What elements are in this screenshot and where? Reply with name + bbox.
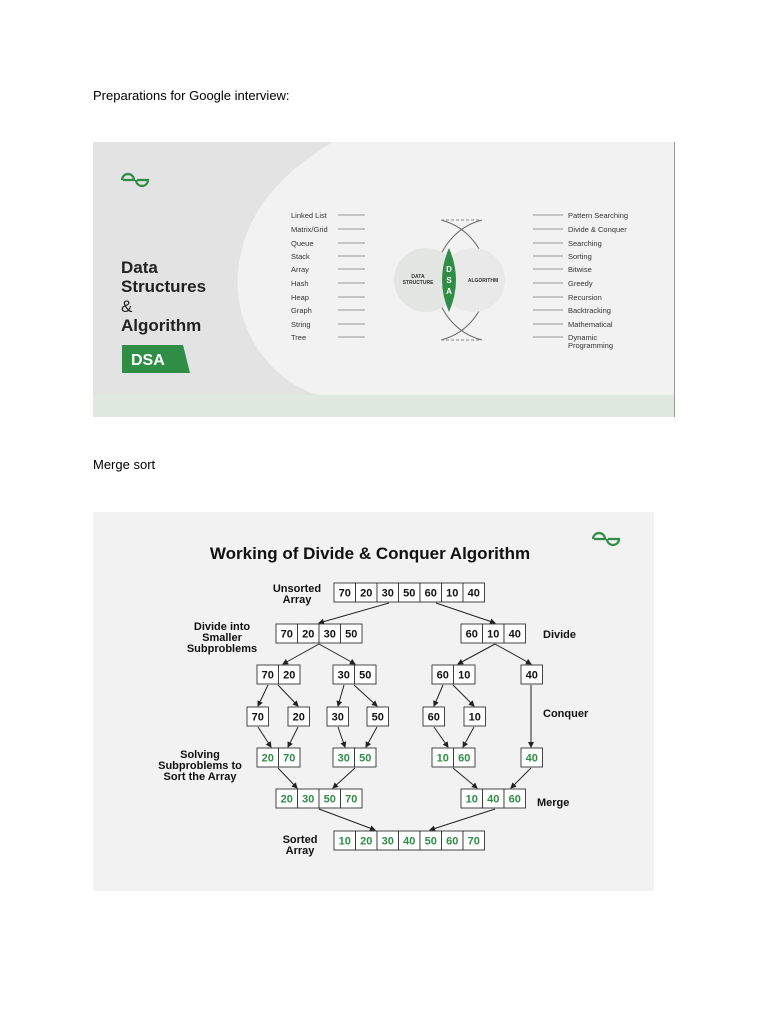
dsa-title-line1: Data bbox=[121, 258, 158, 277]
array-cell-value: 50 bbox=[359, 669, 372, 682]
algo-item-5: Greedy bbox=[568, 279, 593, 288]
algo-item-8: Mathematical bbox=[568, 320, 613, 329]
center-left-label-1: DATA bbox=[411, 274, 425, 280]
array-cell-value: 50 bbox=[403, 587, 416, 600]
array-cell-value: 60 bbox=[458, 752, 471, 765]
array-cell-value: 30 bbox=[337, 752, 350, 765]
algo-item-4: Bitwise bbox=[568, 265, 592, 274]
algo-item-10: Programming bbox=[568, 341, 614, 350]
array-cell-value: 30 bbox=[323, 628, 336, 641]
dsa-title-line2: Structures bbox=[121, 277, 207, 296]
array-cell-value: 10 bbox=[338, 835, 351, 848]
array-cell-value: 60 bbox=[424, 587, 437, 600]
algo-item-2: Searching bbox=[568, 239, 602, 248]
algo-item-9: Dynamic bbox=[568, 333, 598, 342]
dsa-overview-image bbox=[93, 142, 675, 417]
label-solving-3: Sort the Array bbox=[163, 771, 237, 783]
ds-item-4: Array bbox=[291, 265, 309, 274]
label-divide-small-3: Subproblems bbox=[186, 643, 258, 655]
array-cell-value: 10 bbox=[487, 628, 500, 641]
ds-item-9: Tree bbox=[291, 333, 307, 342]
center-right-label: ALGORITHM bbox=[467, 278, 499, 284]
array-cell-value: 70 bbox=[283, 752, 296, 765]
array-cell-value: 60 bbox=[427, 711, 440, 724]
array-cell-value: 70 bbox=[261, 669, 274, 682]
array-cell-value: 50 bbox=[345, 628, 358, 641]
array-cell-value: 40 bbox=[467, 587, 480, 600]
array-cell-value: 20 bbox=[280, 793, 293, 806]
array-cell-value: 40 bbox=[487, 793, 500, 806]
ds-item-2: Queue bbox=[291, 239, 314, 248]
array-cell-value: 70 bbox=[467, 835, 480, 848]
ds-item-7: Graph bbox=[291, 306, 312, 315]
center-left-label-2: STRUCTURE bbox=[402, 280, 434, 286]
array-cell-value: 70 bbox=[251, 711, 264, 724]
array-cell-value: 10 bbox=[446, 587, 459, 600]
array-cell-value: 40 bbox=[525, 752, 538, 765]
dsa-badge bbox=[122, 345, 190, 373]
array-cell-value: 60 bbox=[446, 835, 459, 848]
dsa-letter-s: S bbox=[446, 276, 452, 285]
dsa-letter-a: A bbox=[446, 287, 452, 296]
intro-paragraph: Preparations for Google interview: bbox=[93, 88, 290, 103]
label-solving-1: Solving bbox=[180, 749, 220, 761]
dsa-badge-label: DSA bbox=[131, 352, 165, 369]
array-cell-value: 20 bbox=[360, 835, 373, 848]
array-cell-value: 50 bbox=[323, 793, 336, 806]
array-cell-value: 70 bbox=[280, 628, 293, 641]
label-unsorted-1: Unsorted bbox=[272, 583, 322, 595]
array-cell-value: 20 bbox=[261, 752, 274, 765]
algo-item-7: Backtracking bbox=[568, 306, 611, 315]
array-cell-value: 30 bbox=[337, 669, 350, 682]
array-cell-value: 60 bbox=[465, 628, 478, 641]
ds-item-0: Linked List bbox=[291, 211, 327, 220]
label-sorted-2: Array bbox=[285, 845, 315, 857]
array-cell-value: 20 bbox=[283, 669, 296, 682]
array-cell-value: 40 bbox=[525, 669, 538, 682]
array-cell-value: 40 bbox=[403, 835, 416, 848]
array-cell-value: 20 bbox=[302, 628, 315, 641]
algo-item-6: Recursion bbox=[568, 293, 602, 302]
array-cell-value: 10 bbox=[465, 793, 478, 806]
algo-item-3: Sorting bbox=[568, 252, 592, 261]
array-cell-value: 20 bbox=[292, 711, 305, 724]
array-cell-value: 50 bbox=[424, 835, 437, 848]
ds-item-1: Matrix/Grid bbox=[291, 225, 328, 234]
ds-item-6: Heap bbox=[291, 293, 309, 302]
label-unsorted-2: Array bbox=[282, 594, 312, 606]
array-cell-value: 30 bbox=[381, 587, 394, 600]
array-cell-value: 20 bbox=[360, 587, 373, 600]
dsa-title-line4: Algorithm bbox=[121, 316, 202, 335]
array-cell-value: 10 bbox=[458, 669, 471, 682]
array-cell-value: 30 bbox=[302, 793, 315, 806]
label-merge: Merge bbox=[537, 797, 570, 809]
array-cell-value: 70 bbox=[338, 587, 351, 600]
ds-item-5: Hash bbox=[291, 279, 309, 288]
array-cell-value: 70 bbox=[345, 793, 358, 806]
array-cell-value: 40 bbox=[508, 628, 521, 641]
label-divide-small-2: Smaller bbox=[202, 632, 242, 644]
array-cell-value: 60 bbox=[508, 793, 521, 806]
array-cell-value: 50 bbox=[359, 752, 372, 765]
label-divide: Divide bbox=[543, 629, 577, 641]
dsa-title-line3: & bbox=[121, 297, 133, 316]
label-solving-2: Subproblems to bbox=[158, 760, 242, 772]
label-conquer: Conquer bbox=[543, 708, 589, 720]
ds-item-8: String bbox=[291, 320, 311, 329]
algo-item-0: Pattern Searching bbox=[568, 211, 629, 220]
label-divide-small-1: Divide into bbox=[193, 621, 251, 633]
array-cell-value: 10 bbox=[436, 752, 449, 765]
array-cell-value: 10 bbox=[468, 711, 481, 724]
label-sorted-1: Sorted bbox=[282, 834, 318, 846]
merge-sort-diagram bbox=[93, 512, 654, 891]
algo-item-1: Divide & Conquer bbox=[568, 225, 627, 234]
array-cell-value: 30 bbox=[381, 835, 394, 848]
merge-diagram-title: Working of Divide & Conquer Algorithm bbox=[209, 544, 531, 563]
array-cell-value: 50 bbox=[371, 711, 384, 724]
dsa-letter-d: D bbox=[446, 265, 452, 274]
array-cell-value: 60 bbox=[436, 669, 449, 682]
ds-item-3: Stack bbox=[291, 252, 310, 261]
merge-sort-heading: Merge sort bbox=[93, 457, 156, 472]
array-cell-value: 30 bbox=[331, 711, 344, 724]
